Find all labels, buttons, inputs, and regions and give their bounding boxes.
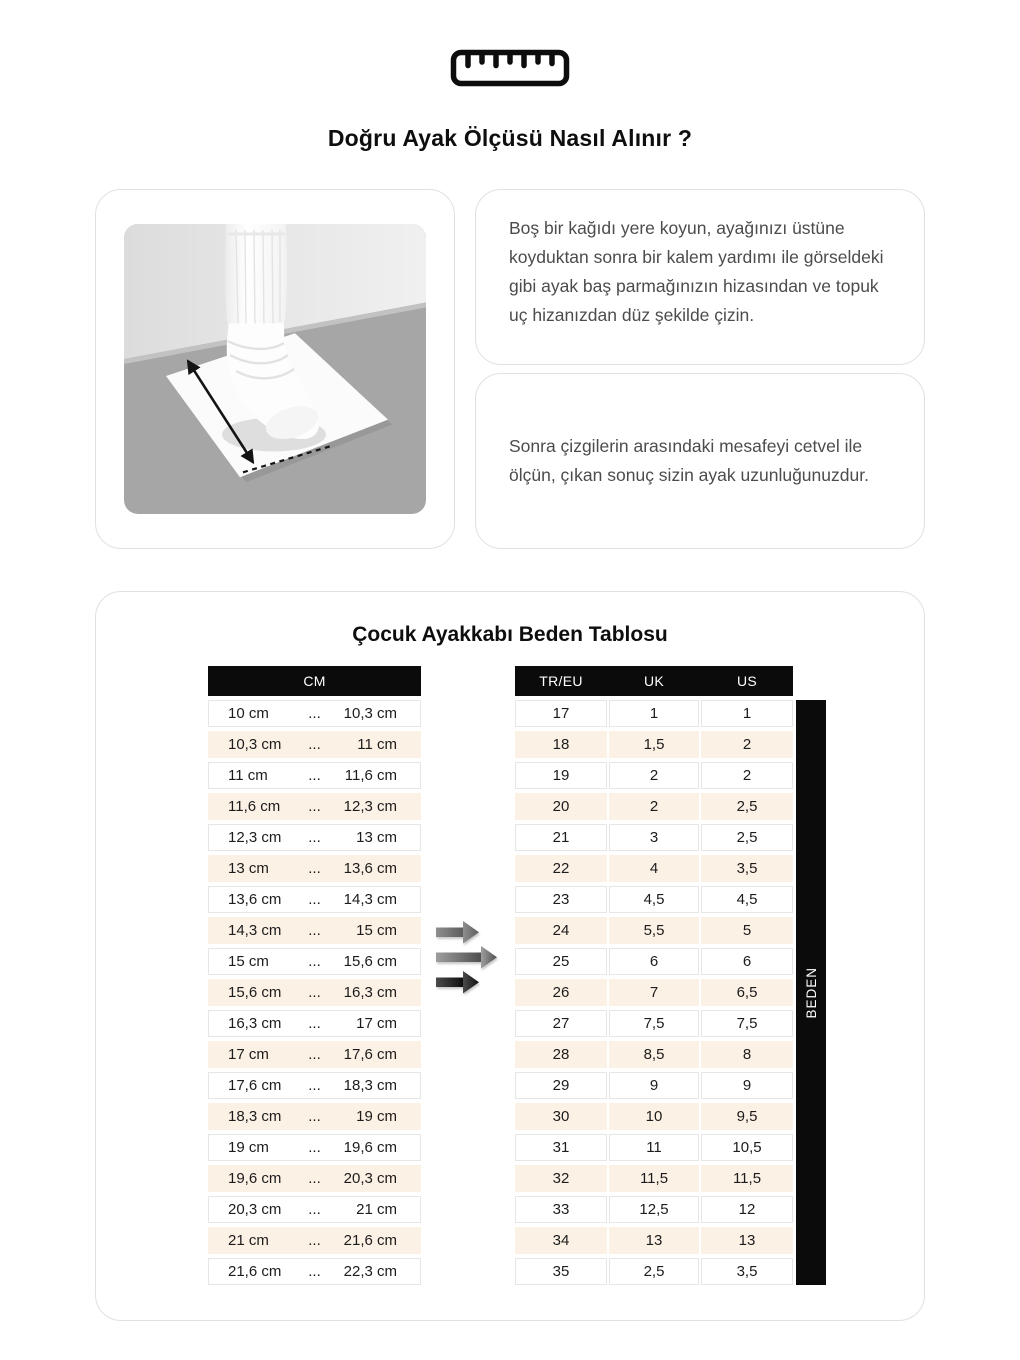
size-uk-cell: 4: [609, 855, 699, 882]
cm-range-from: 16,3 cm: [228, 1015, 282, 1032]
size-us-cell: 2,5: [701, 824, 793, 851]
size-treu-cell: 29: [515, 1072, 607, 1099]
conversion-arrows-icon: [421, 666, 515, 994]
cm-table-row: [208, 948, 421, 975]
size-treu-cell: 26: [515, 979, 607, 1006]
eu-table-row: [515, 1072, 793, 1099]
size-treu-cell: 25: [515, 948, 607, 975]
eu-table-row: [515, 1196, 793, 1223]
cm-range-dots: ...: [308, 798, 321, 815]
size-us-cell: 3,5: [701, 1258, 793, 1285]
eu-table-row: [515, 824, 793, 851]
cm-table-row: [208, 886, 421, 913]
cm-range-from: 19,6 cm: [228, 1170, 282, 1187]
size-treu-cell: 35: [515, 1258, 607, 1285]
size-table-card: [95, 591, 925, 1321]
eu-table-row: [515, 1165, 793, 1192]
cm-range-to: 19,6 cm: [343, 1139, 397, 1156]
size-uk-cell: 2: [609, 793, 699, 820]
cm-range-from: 11,6 cm: [228, 798, 281, 815]
size-treu-cell: 34: [515, 1227, 607, 1254]
cm-table-row: [208, 1196, 421, 1223]
cm-range-to: 21 cm: [356, 1201, 397, 1218]
cm-range-dots: ...: [308, 984, 321, 1001]
eu-table-row: [515, 1227, 793, 1254]
size-treu-cell: 32: [515, 1165, 607, 1192]
size-uk-cell: 11,5: [609, 1165, 699, 1192]
cm-table-row: [208, 762, 421, 789]
eu-table-row: [515, 700, 793, 727]
cm-range-from: 17 cm: [228, 1046, 269, 1063]
cm-header-label: CM: [303, 673, 326, 689]
size-treu-cell: 23: [515, 886, 607, 913]
cm-table-row: [208, 1041, 421, 1068]
cm-range-from: 10 cm: [228, 705, 269, 722]
eu-table-row: [515, 979, 793, 1006]
size-us-cell: 6: [701, 948, 793, 975]
cm-range-dots: ...: [308, 1108, 321, 1125]
size-uk-cell: 7,5: [609, 1010, 699, 1037]
cm-range-dots: ...: [308, 1046, 321, 1063]
cm-range-dots: ...: [308, 1263, 321, 1280]
size-treu-cell: 22: [515, 855, 607, 882]
size-us-cell: 10,5: [701, 1134, 793, 1161]
instruction-step-1: [475, 189, 925, 365]
size-us-cell: 2: [701, 731, 793, 758]
size-uk-cell: 2: [609, 762, 699, 789]
cm-table-row: [208, 700, 421, 727]
eu-table-row: [515, 855, 793, 882]
cm-table-row: [208, 1165, 421, 1192]
cm-range-dots: ...: [308, 1232, 321, 1249]
size-us-cell: 2: [701, 762, 793, 789]
eu-header-treu: TR/EU: [539, 673, 583, 689]
size-uk-cell: 1,5: [609, 731, 699, 758]
cm-range-dots: ...: [308, 891, 321, 908]
cm-range-to: 13 cm: [356, 829, 397, 846]
cm-table-row: [208, 824, 421, 851]
cm-table-row: [208, 1134, 421, 1161]
page-header: [0, 0, 1020, 152]
cm-range-to: 17 cm: [356, 1015, 397, 1032]
cm-range-from: 20,3 cm: [228, 1201, 282, 1218]
cm-range-dots: ...: [308, 1139, 321, 1156]
size-us-cell: 4,5: [701, 886, 793, 913]
cm-range-dots: ...: [308, 705, 321, 722]
eu-table-row: [515, 886, 793, 913]
size-uk-cell: 7: [609, 979, 699, 1006]
cm-range-to: 12,3 cm: [343, 798, 397, 815]
size-treu-cell: 33: [515, 1196, 607, 1223]
size-uk-cell: 3: [609, 824, 699, 851]
size-us-cell: 3,5: [701, 855, 793, 882]
instruction-steps: [475, 189, 925, 549]
cm-range-from: 14,3 cm: [228, 922, 282, 939]
cm-range-dots: ...: [308, 1015, 321, 1032]
size-treu-cell: 24: [515, 917, 607, 944]
cm-table-body: [208, 700, 421, 1285]
cm-table-row: [208, 979, 421, 1006]
size-treu-cell: 30: [515, 1103, 607, 1130]
cm-range-dots: ...: [308, 767, 321, 784]
size-uk-cell: 6: [609, 948, 699, 975]
instruction-step-2: [475, 373, 925, 549]
cm-table-row: [208, 793, 421, 820]
cm-range-dots: ...: [308, 1170, 321, 1187]
cm-range-from: 10,3 cm: [228, 736, 282, 753]
cm-table-row: [208, 1103, 421, 1130]
cm-range-from: 17,6 cm: [228, 1077, 282, 1094]
cm-table-row: [208, 731, 421, 758]
size-uk-cell: 9: [609, 1072, 699, 1099]
size-us-cell: 7,5: [701, 1010, 793, 1037]
cm-range-to: 15 cm: [356, 922, 397, 939]
cm-range-to: 15,6 cm: [343, 953, 397, 970]
cm-table-row: [208, 1227, 421, 1254]
size-treu-cell: 31: [515, 1134, 607, 1161]
size-table-title: Çocuk Ayakkabı Beden Tablosu: [352, 623, 668, 646]
ruler-icon: [450, 48, 570, 88]
eu-table-row: [515, 917, 793, 944]
size-treu-cell: 27: [515, 1010, 607, 1037]
cm-range-dots: ...: [308, 922, 321, 939]
cm-range-to: 19 cm: [356, 1108, 397, 1125]
cm-table-header: [208, 666, 421, 696]
size-us-cell: 2,5: [701, 793, 793, 820]
eu-table-row: [515, 793, 793, 820]
eu-table-row: [515, 762, 793, 789]
eu-table-body: [515, 700, 793, 1285]
cm-range-to: 20,3 cm: [343, 1170, 397, 1187]
size-uk-cell: 10: [609, 1103, 699, 1130]
eu-header-uk: UK: [643, 673, 665, 689]
instruction-step-1-text: Boş bir kağıdı yere koyun, ayağınızı üstüne koyduktan sonra bir kalem yardımı ile görseldeki gibi ayak baş parmağınızın hizasından ve topuk uç hizanızdan düz şekilde çizin.: [509, 218, 884, 325]
size-treu-cell: 28: [515, 1041, 607, 1068]
cm-range-to: 22,3 cm: [343, 1263, 397, 1280]
size-uk-cell: 8,5: [609, 1041, 699, 1068]
size-us-cell: 6,5: [701, 979, 793, 1006]
size-uk-cell: 2,5: [609, 1258, 699, 1285]
size-us-cell: 1: [701, 700, 793, 727]
size-uk-cell: 13: [609, 1227, 699, 1254]
cm-range-to: 21,6 cm: [343, 1232, 397, 1249]
cm-table-row: [208, 1258, 421, 1285]
cm-range-to: 13,6 cm: [343, 860, 397, 877]
size-us-cell: 9,5: [701, 1103, 793, 1130]
eu-header-us: US: [736, 673, 758, 689]
cm-range-dots: ...: [308, 1077, 321, 1094]
cm-range-to: 10,3 cm: [343, 705, 397, 722]
cm-range-from: 18,3 cm: [228, 1108, 282, 1125]
size-uk-cell: 12,5: [609, 1196, 699, 1223]
size-uk-cell: 11: [609, 1134, 699, 1161]
cm-range-dots: ...: [308, 860, 321, 877]
measurement-guide-section: [95, 189, 925, 549]
cm-range-to: 11 cm: [357, 736, 397, 753]
eu-table-row: [515, 948, 793, 975]
cm-range-dots: ...: [308, 953, 321, 970]
size-treu-cell: 19: [515, 762, 607, 789]
cm-range-dots: ...: [308, 829, 321, 846]
size-us-cell: 11,5: [701, 1165, 793, 1192]
foot-measurement-photo: [124, 224, 426, 514]
cm-table-row: [208, 855, 421, 882]
size-uk-cell: 4,5: [609, 886, 699, 913]
cm-range-dots: ...: [308, 1201, 321, 1218]
foot-photo-card: [95, 189, 455, 549]
cm-range-from: 15 cm: [228, 953, 269, 970]
cm-table-row: [208, 1010, 421, 1037]
eu-table-row: [515, 1258, 793, 1285]
eu-table-row: [515, 1103, 793, 1130]
cm-range-to: 14,3 cm: [343, 891, 397, 908]
beden-side-label-text: BEDEN: [803, 966, 819, 1019]
size-tables: [96, 666, 924, 1285]
size-treu-cell: 21: [515, 824, 607, 851]
eu-table: [515, 666, 793, 1285]
cm-range-from: 13,6 cm: [228, 891, 282, 908]
cm-table-row: [208, 917, 421, 944]
beden-side-label: [796, 700, 826, 1285]
cm-table-row: [208, 1072, 421, 1099]
size-uk-cell: 1: [609, 700, 699, 727]
eu-table-row: [515, 731, 793, 758]
eu-table-row: [515, 1041, 793, 1068]
eu-table-header: [515, 666, 793, 696]
size-treu-cell: 18: [515, 731, 607, 758]
page-title: Doğru Ayak Ölçüsü Nasıl Alınır ?: [327, 125, 693, 151]
cm-range-from: 21,6 cm: [228, 1263, 282, 1280]
size-us-cell: 9: [701, 1072, 793, 1099]
cm-range-from: 19 cm: [228, 1139, 269, 1156]
eu-table-row: [515, 1010, 793, 1037]
cm-range-from: 12,3 cm: [228, 829, 282, 846]
cm-range-from: 21 cm: [228, 1232, 269, 1249]
size-treu-cell: 20: [515, 793, 607, 820]
cm-range-from: 11 cm: [228, 767, 268, 784]
cm-range-dots: ...: [308, 736, 321, 753]
instruction-step-2-text: Sonra çizgilerin arasındaki mesafeyi cetvel ile ölçün, çıkan sonuç sizin ayak uzunluğunuzdur.: [509, 436, 869, 485]
size-treu-cell: 17: [515, 700, 607, 727]
cm-range-from: 15,6 cm: [228, 984, 282, 1001]
cm-range-from: 13 cm: [228, 860, 269, 877]
cm-range-to: 11,6 cm: [344, 767, 397, 784]
cm-range-to: 16,3 cm: [343, 984, 397, 1001]
size-us-cell: 5: [701, 917, 793, 944]
cm-range-to: 17,6 cm: [343, 1046, 397, 1063]
size-us-cell: 13: [701, 1227, 793, 1254]
size-us-cell: 8: [701, 1041, 793, 1068]
cm-range-to: 18,3 cm: [343, 1077, 397, 1094]
size-us-cell: 12: [701, 1196, 793, 1223]
cm-table: [208, 666, 421, 1285]
size-uk-cell: 5,5: [609, 917, 699, 944]
eu-table-row: [515, 1134, 793, 1161]
